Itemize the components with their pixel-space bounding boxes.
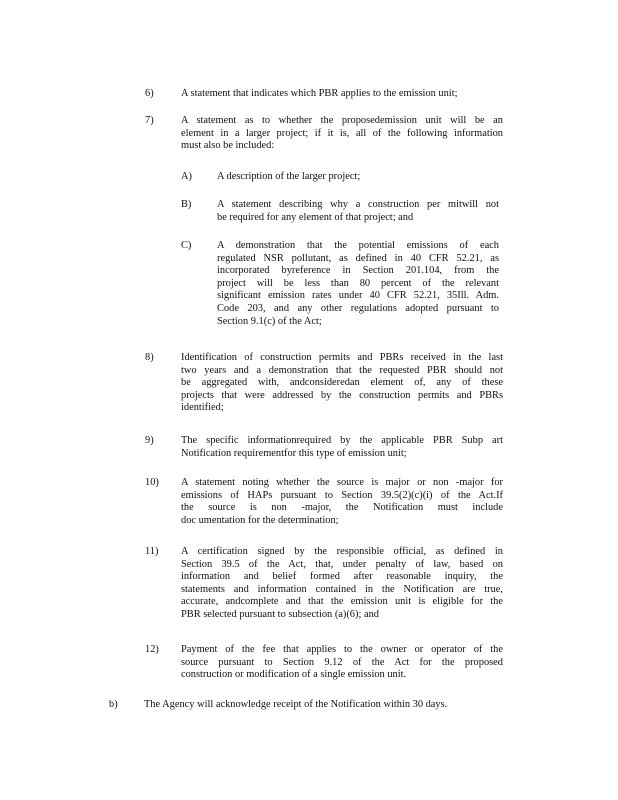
text-line: Identification of construction permits and PBRs received in the last	[181, 352, 503, 363]
text-line: doc umentation for the determination;	[181, 514, 339, 526]
text-line: The Agency will acknowledge receipt of the Notification within 30 days.	[144, 699, 448, 710]
text-line: must also be included:	[181, 140, 275, 152]
text-line: A statement noting whether the source is major or non -major for	[181, 477, 503, 488]
text-line: Section 39.5 of the Act, that, under penalty of law, based on	[181, 558, 503, 570]
text-line: element in a larger project; if it is, all of the following information	[181, 127, 503, 139]
text-line: be aggregated with, andconsideredan element of, any of these	[181, 377, 503, 389]
text-line: Section 9.1(c) of the Act;	[217, 315, 322, 327]
text-line: A statement that indicates which PBR applies to the emission unit;	[181, 88, 458, 99]
text-line: A description of the larger project;	[217, 171, 361, 182]
item-number: 11)	[145, 546, 159, 557]
text-line: A demonstration that the potential emissions of each	[217, 240, 499, 251]
item-number: 8)	[145, 352, 154, 363]
text-line: the source is non -major, the Notification must include	[181, 502, 503, 514]
text-line: information and belief formed after reasonable inquiry, the	[181, 571, 503, 583]
item-text	[181, 435, 503, 460]
text-line: Payment of the fee that applies to the owner or operator of the	[181, 644, 503, 655]
text-line: PBR selected pursuant to subsection (a)(6); and	[181, 608, 379, 620]
text-line: construction or modification of a single emission unit.	[181, 669, 407, 681]
item-text	[181, 644, 503, 682]
item-number: 7)	[145, 115, 154, 126]
text-line: Notification requirementfor this type of emission unit;	[181, 447, 407, 459]
text-line: two years and a demonstration that the requested PBR should not	[181, 364, 503, 376]
text-line: regulated NSR pollutant, as defined in 40 CFR 52.21, as	[217, 252, 499, 264]
text-line: source pursuant to Section 9.12 of the Act for the proposed	[181, 656, 503, 668]
item-text	[181, 477, 503, 527]
item-number: 9)	[145, 435, 154, 446]
text-line: statements and information contained in the Notification are true,	[181, 583, 503, 595]
item-text	[217, 240, 499, 328]
text-line: A certification signed by the responsible official, as defined in	[181, 546, 503, 557]
item-text	[181, 546, 503, 622]
item-text	[217, 171, 499, 184]
item-number: b)	[109, 699, 118, 710]
item-text	[181, 88, 503, 101]
text-line: be required for any element of that project; and	[217, 211, 414, 223]
item-number: B)	[181, 199, 192, 210]
text-line: incorporated byreference in Section 201.104, from the	[217, 265, 499, 277]
text-line: Code 203, and any other regulations adopted pursuant to	[217, 302, 499, 314]
item-text	[217, 199, 499, 224]
text-line: A statement as to whether the proposedemission unit will be an	[181, 115, 503, 126]
text-line: A statement describing why a construction per mitwill not	[217, 199, 499, 210]
item-number: A)	[181, 171, 192, 182]
text-line: identified;	[181, 402, 224, 414]
item-text	[181, 352, 503, 415]
text-line: significant emission rates under 40 CFR 52.21, 35Ill. Adm.	[217, 290, 499, 302]
item-number: 12)	[145, 644, 159, 655]
item-number: 10)	[145, 477, 159, 488]
text-line: accurate, andcomplete and that the emission unit is eligible for the	[181, 596, 503, 608]
item-number: C)	[181, 240, 192, 251]
text-line: project will be less than 80 percent of the relevant	[217, 277, 499, 289]
item-text	[144, 699, 504, 712]
text-line: The specific informationrequired by the applicable PBR Subp art	[181, 435, 503, 446]
item-text	[181, 115, 503, 153]
text-line: projects that were addressed by the construction permits and PBRs	[181, 389, 503, 401]
text-line: emissions of HAPs pursuant to Section 39.5(2)(c)(i) of the Act.If	[181, 489, 503, 501]
item-number: 6)	[145, 88, 154, 99]
